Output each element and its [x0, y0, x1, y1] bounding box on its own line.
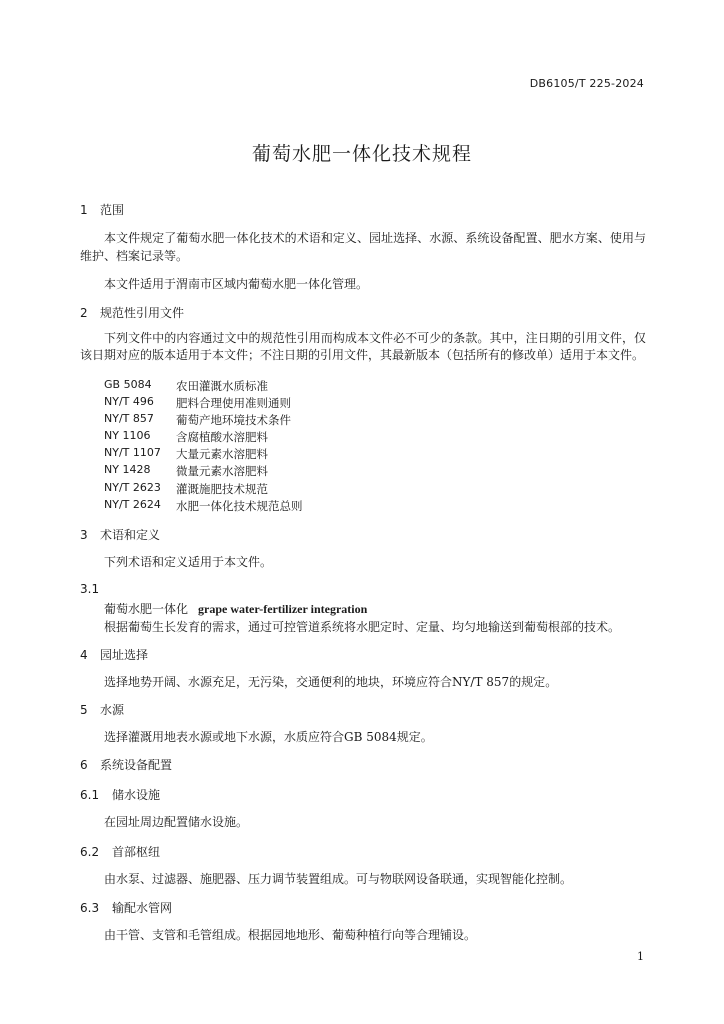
section-2-heading — [80, 304, 184, 321]
reference-item — [104, 429, 303, 446]
section-number: 4 — [80, 648, 88, 662]
subsection-title: 首部枢纽 — [112, 845, 161, 859]
page-number: 1 — [637, 950, 644, 963]
section-number: 3 — [80, 528, 88, 542]
section-4-heading — [80, 646, 148, 663]
reference-item — [104, 378, 303, 395]
reference-item — [104, 412, 303, 429]
subsection-title: 储水设施 — [112, 788, 161, 802]
section-5-heading — [80, 701, 124, 718]
reference-name: 肥料合理使用准则通则 — [176, 396, 291, 411]
normative-references-list — [104, 378, 303, 515]
subsection-6-2-heading — [80, 843, 160, 860]
section-number: 5 — [80, 703, 88, 717]
reference-code: NY/T 857 — [104, 412, 154, 426]
subsection-title: 输配水管网 — [112, 901, 173, 915]
reference-code: NY 1428 — [104, 463, 151, 477]
reference-item — [104, 395, 303, 412]
term-chinese: 葡萄水肥一体化 — [104, 602, 189, 616]
term-entry — [104, 600, 367, 617]
section-title: 水源 — [100, 703, 125, 717]
subsection-6-2-paragraph: 由水泵、过滤器、施肥器、压力调节装置组成。可与物联网设备联通，实现智能化控制。 — [104, 872, 573, 886]
section-3-heading — [80, 526, 160, 543]
term-english: grape water-fertilizer integration — [198, 602, 368, 616]
subsection-number: 6.1 — [80, 788, 100, 802]
section-5-paragraph-1: 选择灌溉用地表水源或地下水源，水质应符合GB 5084规定。 — [104, 730, 433, 744]
reference-name: 水肥一体化技术规范总则 — [176, 498, 303, 513]
section-title: 范围 — [100, 203, 125, 217]
reference-code: NY/T 1107 — [104, 446, 161, 460]
section-6-heading — [80, 756, 172, 773]
section-4-paragraph-1: 选择地势开阔、水源充足，无污染，交通便利的地块，环境应符合NY/T 857的规定。 — [104, 675, 558, 689]
reference-name: 微量元素水溶肥料 — [176, 464, 268, 479]
reference-code: NY 1106 — [104, 429, 151, 443]
section-number: 2 — [80, 306, 88, 320]
reference-code: NY/T 2623 — [104, 480, 161, 494]
section-1-paragraph-2: 本文件适用于渭南市区域内葡萄水肥一体化管理。 — [104, 277, 369, 291]
subsection-6-1-heading — [80, 786, 160, 803]
section-number: 6 — [80, 758, 88, 772]
reference-name: 大量元素水溶肥料 — [176, 447, 268, 462]
subsection-number: 6.3 — [80, 901, 100, 915]
reference-item — [104, 463, 303, 480]
section-title: 规范性引用文件 — [100, 306, 185, 320]
subsection-6-3-heading — [80, 899, 172, 916]
section-number: 1 — [80, 203, 88, 217]
reference-name: 灌溉施肥技术规范 — [176, 481, 268, 496]
section-title: 术语和定义 — [100, 528, 161, 542]
subsection-number: 6.2 — [80, 845, 100, 859]
reference-code: NY/T 496 — [104, 395, 154, 409]
reference-code: GB 5084 — [104, 378, 152, 391]
term-definition: 根据葡萄生长发育的需求，通过可控管道系统将水肥定时、定量、均匀地输送到葡萄根部的技术。 — [104, 620, 621, 634]
section-3-paragraph-1: 下列术语和定义适用于本文件。 — [104, 555, 273, 569]
subsection-6-3-paragraph: 由干管、支管和毛管组成。根据园地地形、葡萄种植行向等合理铺设。 — [104, 928, 477, 942]
reference-name: 农田灌溉水质标准 — [176, 379, 268, 393]
reference-name: 葡萄产地环境技术条件 — [176, 413, 291, 428]
section-1-paragraph-1: 本文件规定了葡萄水肥一体化技术的术语和定义、园址选择、水源、系统设备配置、肥水方案、使用与维护、档案记录等。 — [80, 231, 646, 263]
subsection-6-1-paragraph: 在园址周边配置储水设施。 — [104, 815, 249, 829]
term-number: 3.1 — [80, 582, 100, 596]
reference-name: 含腐植酸水溶肥料 — [176, 430, 268, 445]
document-title: 葡萄水肥一体化技术规程 — [251, 143, 472, 165]
section-title: 园址选择 — [100, 648, 149, 662]
section-2-paragraph-1: 下列文件中的内容通过文中的规范性引用而构成本文件必不可少的条款。其中，注日期的引用文件，仅该日期对应的版本适用于本文件；不注日期的引用文件，其最新版本（包括所有的修改单）适用于本文件。 — [80, 331, 646, 362]
reference-item — [104, 481, 303, 498]
section-title: 系统设备配置 — [100, 758, 173, 772]
reference-item — [104, 446, 303, 463]
reference-item — [104, 498, 303, 515]
section-1-heading — [80, 201, 124, 218]
standard-code: DB6105/T 225-2024 — [529, 77, 644, 90]
reference-code: NY/T 2624 — [104, 497, 161, 511]
